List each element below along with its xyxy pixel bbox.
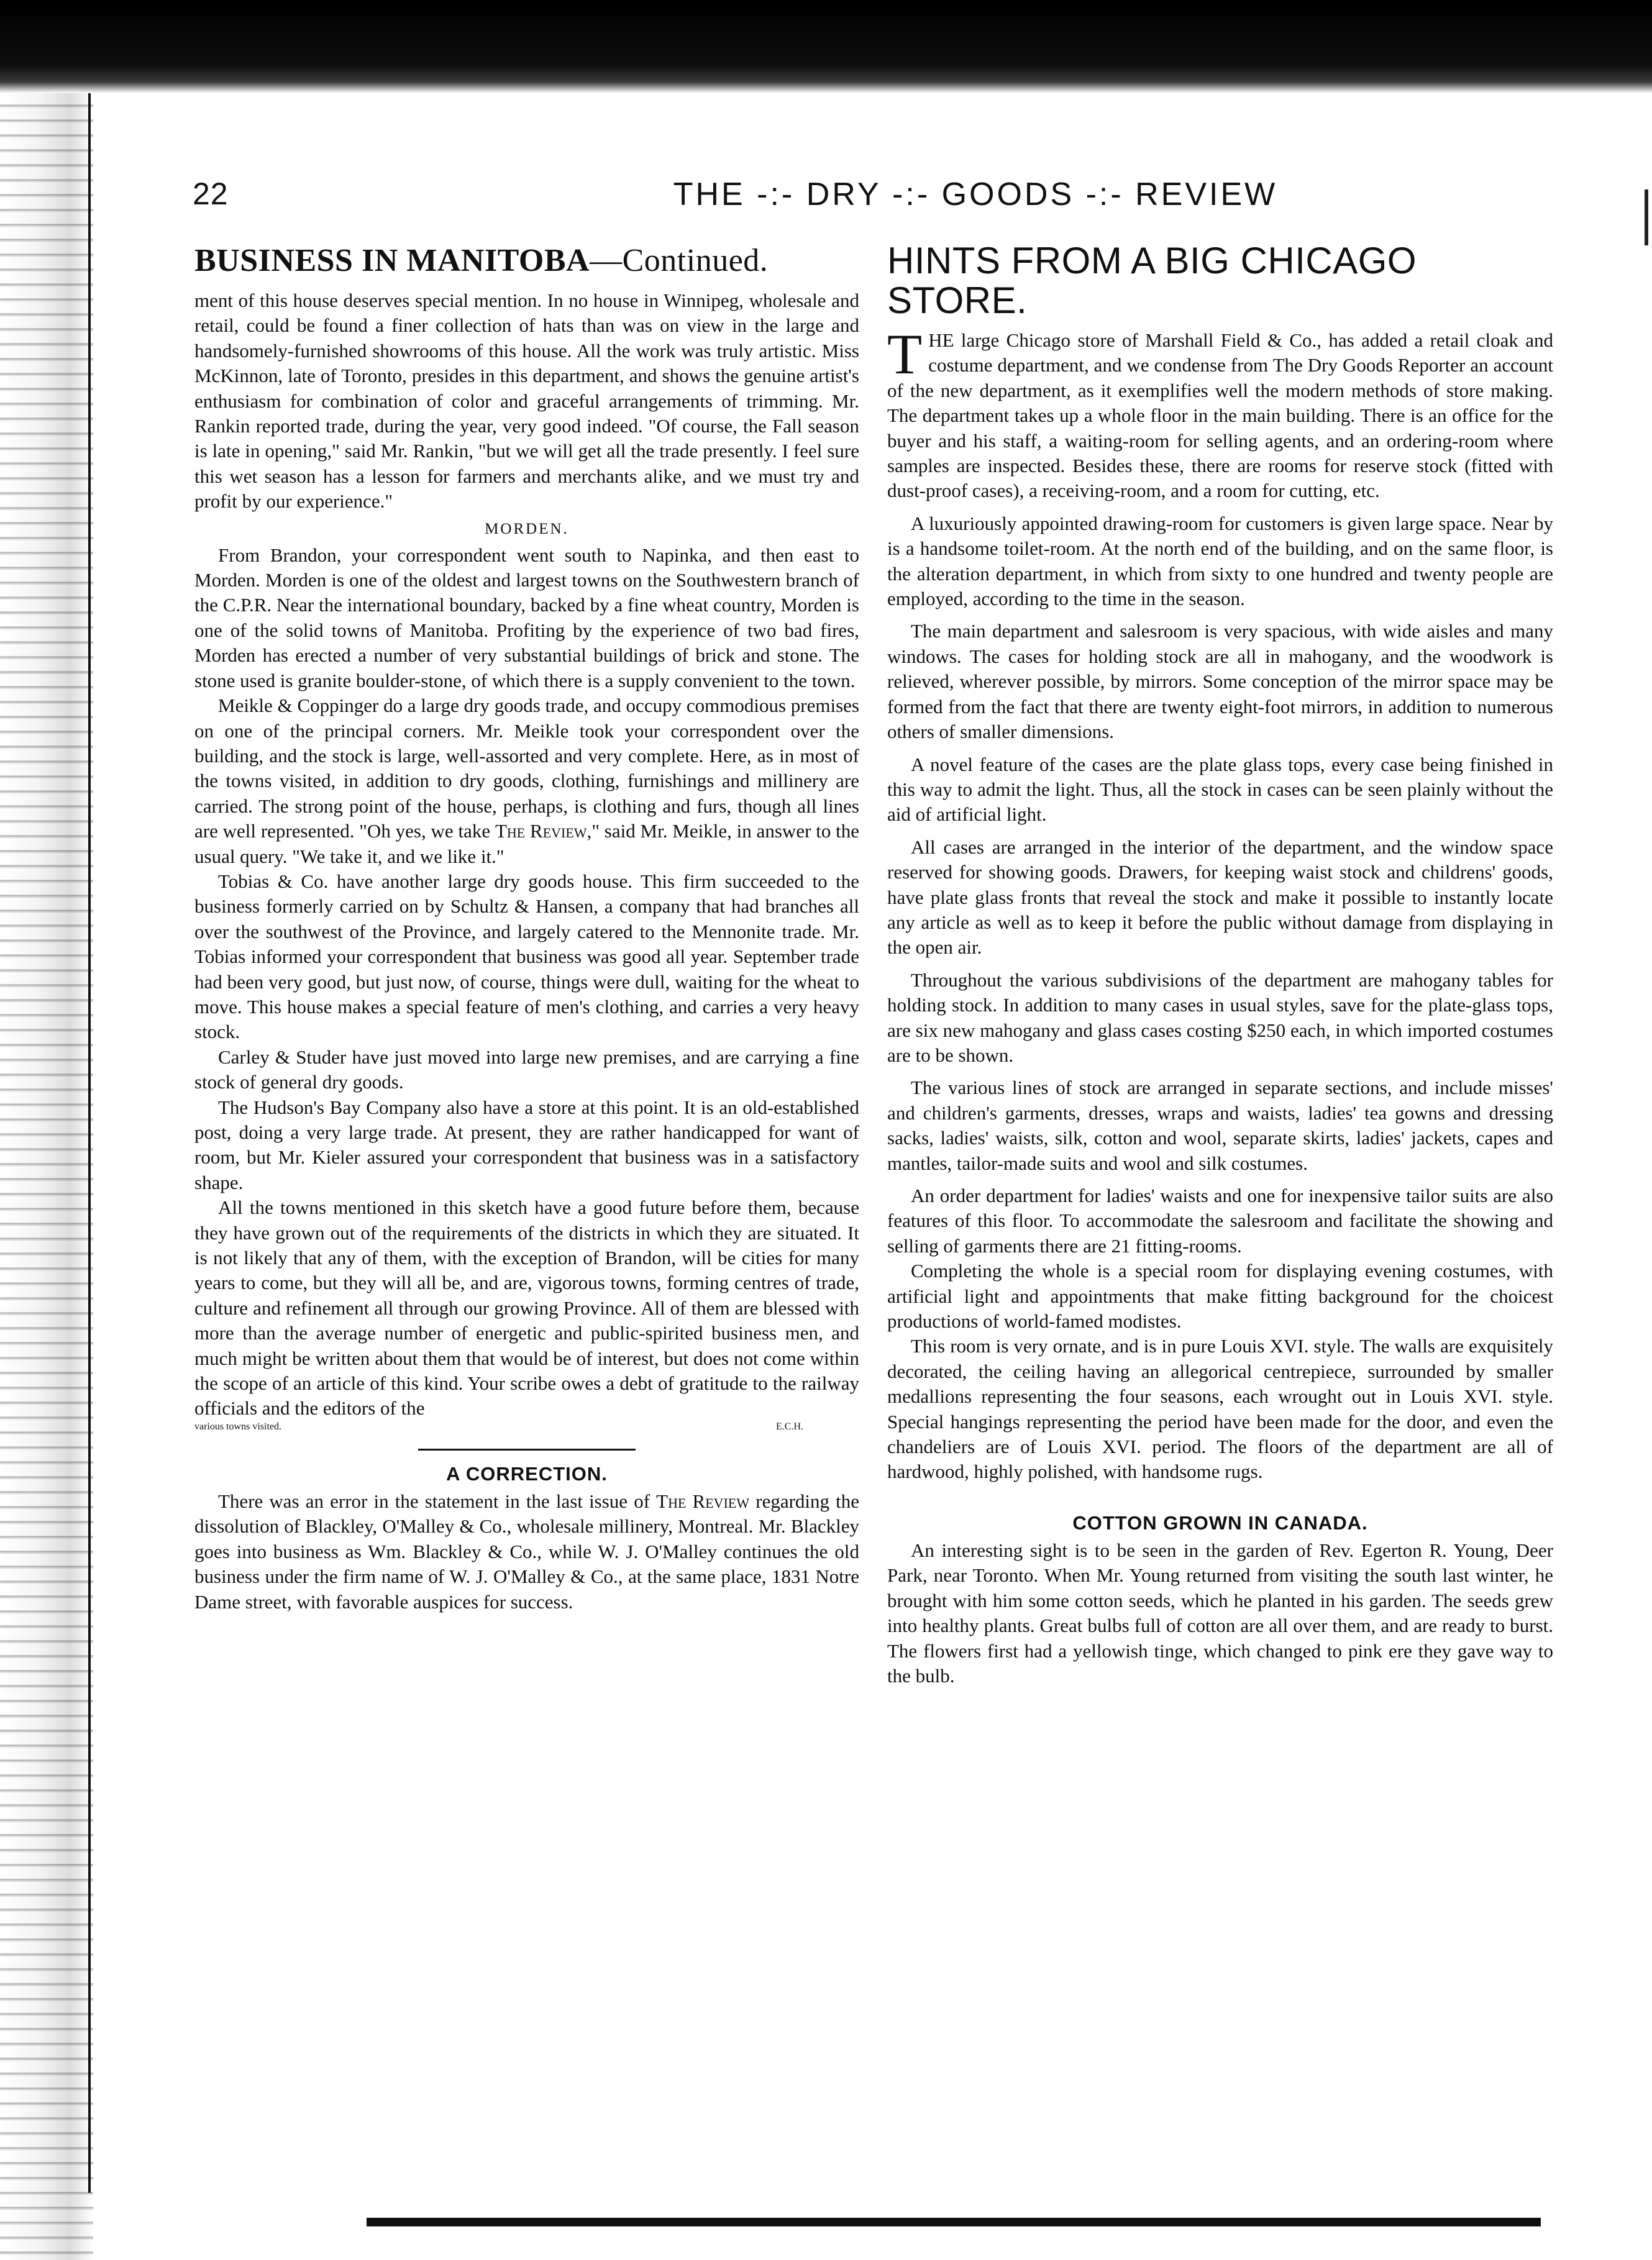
paragraph: This room is very ornate, and is in pure Louis XVI. style. The walls are exquisitely decorated, the ceiling having an allegorical centrepiece, surrounded by smaller medallions representing the four seasons, each wrought out in Louis XVI. style. Special hangings representing the period have been made for the door, and even the chandeliers are of Louis XVI. period. The floors of the department are all of hardwood, highly polished, with handsome rugs. (887, 1335, 1553, 1483)
paragraph: Throughout the various subdivisions of the department are mahogany tables for holding stock. In addition to many cases in usual styles, save for the plate-glass tops, are six new mahogany and glass cases costing $250 each, in which imported costumes are to be shown. (887, 968, 1553, 1066)
closing-line (194, 1421, 859, 1433)
subhead-morden: MORDEN. (485, 520, 569, 537)
page-bottom-rule (367, 2218, 1541, 2226)
paragraph (194, 1489, 859, 1615)
paragraph: All the towns mentioned in this sketch have a good future before them, because they have grown out of the requirements of the districts in which they are situated. It is not likely that any of them, with the exception of Brandon, will be cities for many years to come, but they will all be, and are, vigorous towns, forming centres of trade, culture and refinement all through our growing Province. All of them are blessed with more than the average number of energetic and public-spirited business men, and much might be written about them that would be of interest, but does not come within the scope of an article of this kind. Your scribe owes a debt of gratitude to the railway officials and the editors of the (194, 1196, 859, 1419)
scan-top-border (0, 0, 1652, 93)
page-left-rule (88, 93, 91, 2193)
right-column (887, 241, 1553, 1688)
section-divider (418, 1449, 636, 1451)
paragraph: The various lines of stock are arranged in separate sections, and include misses' and children's garments, dresses, wraps and waists, ladies' tea gowns and dressing sacks, ladies' waists, silk, cotton and wool, separate skirts, ladies' jackets, capes and mantles, tailor-made suits and wool and silk costumes. (887, 1077, 1553, 1174)
article-headline-manitoba (194, 241, 859, 281)
paragraph: Carley & Studer have just moved into large new premises, and are carrying a fine stock of general dry goods. (194, 1046, 859, 1093)
paragraph (887, 322, 1553, 504)
page-header (193, 176, 1566, 226)
correction-heading: A CORRECTION. (446, 1462, 608, 1485)
article-headline-chicago: HINTS FROM A BIG CHICAGO STORE. (887, 240, 1417, 321)
paragraph-text: " said Mr. Meikle, in answer to the usual query. "We take it, and we like it." (194, 820, 860, 867)
review-title: The Review (656, 1490, 750, 1512)
paragraph: The main department and salesroom is very spacious, with wide aisles and many windows. The cases for holding stock are all in mahogany, and the woodwork is relieved, wherever possible, by mirrors. Some conception of the mirror space may be formed from the fact that there are twenty eight-foot mirrors, in addition to numerous others of smaller dimensions. (887, 620, 1553, 743)
paragraph: Completing the whole is a special room for displaying evening costumes, with artificial light and appointments that make fitting background for the choicest productions of world-famed modistes. (887, 1260, 1553, 1333)
left-column (194, 241, 859, 1615)
headline-continued: —Continued. (590, 243, 769, 278)
review-title: The Review, (495, 820, 592, 842)
drop-cap: T (887, 322, 923, 386)
paragraph: An order department for ladies' waists and one for inexpensive tailor suits are also features of this floor. To accommodate the salesroom and facilitate the showing and selling of garments there are 21 fitting-rooms. (887, 1185, 1553, 1257)
paragraph: An interesting sight is to be seen in the garden of Rev. Egerton R. Young, Deer Park, near Toronto. When Mr. Young returned from visiting the south last winter, he brought with him some cotton seeds, which he planted in his garden. The seeds grew into healthy plants. Great bulbs full of cotton are all over them, and are ready to burst. The flowers first had a yellowish tinge, which changed to pink ere they gave way to the bulb. (887, 1539, 1553, 1687)
page-number: 22 (193, 176, 229, 211)
headline-main: BUSINESS IN MANITOBA (194, 243, 590, 278)
paragraph-text: HE large Chicago store of Marshall Field & Co., has added a retail cloak and costume department, and we condense from The Dry Goods Reporter an account of the new department, as it exemplifies well the modern methods of store making. The department takes up a whole floor in the main building. There is an office for the buyer and his staff, a waiting-room for selling agents, and an ordering-room where samples are inspected. Besides these, there are rooms for reserve stock (fitted with dust-proof cases), a receiving-room, and a room for cutting, etc. (887, 329, 1553, 502)
scan-left-margin (0, 93, 93, 2260)
cotton-heading: COTTON GROWN IN CANADA. (1072, 1511, 1368, 1534)
paragraph: ment of this house deserves special mention. In no house in Winnipeg, wholesale and retail, could be found a finer collection of hats than was on view in the large and handsomely-furnished showrooms of this house. All the work was truly artistic. Miss McKinnon, late of Toronto, presides in this department, and shows the genuine artist's enthusiasm for combination of color and graceful arrangements of trimming. Mr. Rankin reported trade, during the year, very good indeed. "Of course, the Fall season is late in opening," said Mr. Rankin, "but we will get all the trade presently. I feel sure this wet season has a lesson for farmers and merchants alike, and we must try and profit by our experience." (194, 289, 859, 513)
paragraph: From Brandon, your correspondent went south to Napinka, and then east to Morden. Morden is one of the oldest and largest towns on the Southwestern branch of the C.P.R. Near the international boundary, backed by a fine wheat country, Morden is one of the solid towns of Manitoba. Profiting by the experience of two bad fires, Morden has erected a number of very substantial buildings of brick and stone. The stone used is granite boulder-stone, of which there is a supply convenient to the town. (194, 544, 859, 691)
paragraph-text: There was an error in the statement in the last issue of (218, 1490, 650, 1512)
author-signature: E.C.H. (776, 1421, 803, 1432)
paragraph: A novel feature of the cases are the plate glass tops, every case being finished in this way to admit the light. Thus, all the stock in cases can be seen plainly without the aid of artificial light. (887, 753, 1553, 826)
paragraph: The Hudson's Bay Company also have a store at this point. It is an old-established post, doing a very large trade. At present, they are rather handicapped for want of room, but Mr. Kieler assured your correspondent that business was in a satisfactory shape. (194, 1096, 859, 1193)
paragraph (194, 693, 859, 869)
paragraph-text: various towns visited. (194, 1421, 281, 1432)
paragraph-text: regarding the dissolution of Blackley, O'Malley & Co., wholesale millinery, Montreal. Mr. Blackley goes into business as Wm. Blackley & Co., while W. J. O'Malley continues the old business under the firm name of W. J. O'Malley & Co., at the same place, 1831 Notre Dame street, with favorable auspices for success. (194, 1490, 860, 1613)
masthead-title: THE -:- DRY -:- GOODS -:- REVIEW (673, 176, 1278, 212)
scan-right-mark (1645, 189, 1648, 245)
paragraph: A luxuriously appointed drawing-room for customers is given large space. Near by is a handsome toilet-room. At the north end of the building, and on the same floor, is the alteration department, in which from sixty to one hundred and twenty people are employed, according to the time in the season. (887, 512, 1553, 610)
paragraph-text: Meikle & Coppinger do a large dry goods trade, and occupy commodious premises on one of the principal corners. Mr. Meikle took your correspondent over the building, and the stock is large, well-assorted and very complete. Here, as in most of the towns visited, in addition to dry goods, clothing, furnishings and millinery are carried. The strong point of the house, perhaps, is clothing and furs, though all lines are well represented. "Oh yes, we take (194, 695, 859, 842)
paragraph: All cases are arranged in the interior of the department, and the window space reserved for showing goods. Drawers, for keeping waist stock and childrens' goods, have plate glass fronts that reveal the stock and make it possible to instantly locate any article as well as to keep it before the public without damage from displaying in the open air. (887, 836, 1553, 959)
paragraph: Tobias & Co. have another large dry goods house. This firm succeeded to the business formerly carried on by Schultz & Hansen, a company that had branches all over the southwest of the Province, and largely catered to the Mennonite trade. Mr. Tobias informed your correspondent that business was good all year. September trade had been very good, but just now, of course, things were dull, waiting for the wheat to move. This house makes a special feature of men's clothing, and carries a very heavy stock. (194, 870, 859, 1043)
